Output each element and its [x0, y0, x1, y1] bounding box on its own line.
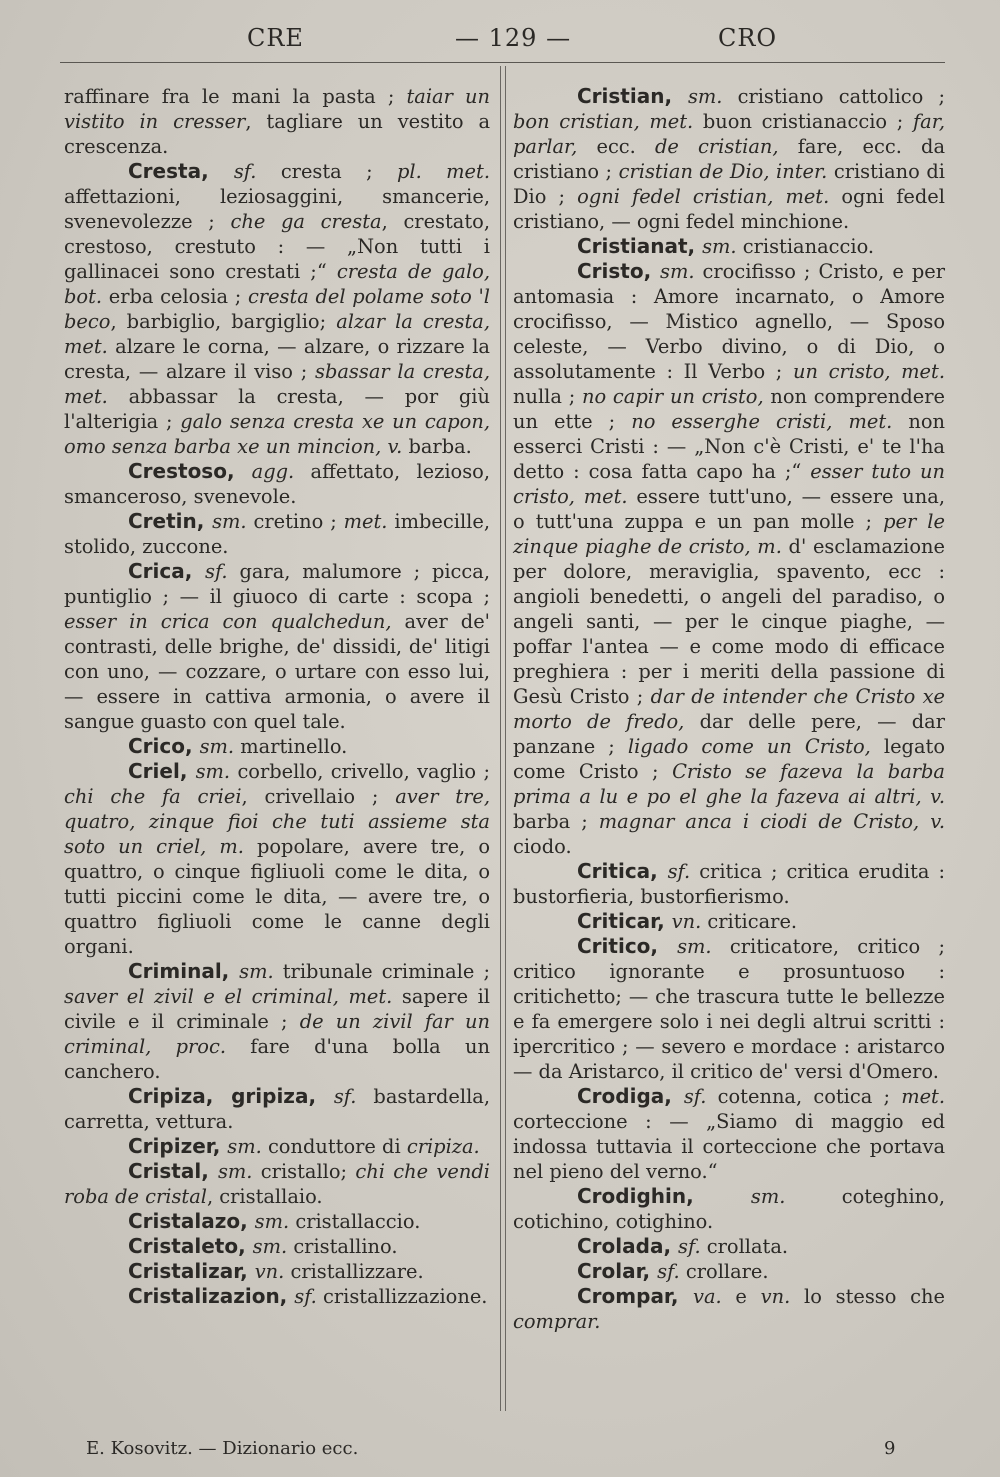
entry-italic-text: no capir un cristo,: [581, 385, 764, 408]
entry-headword: Crica,: [128, 559, 205, 583]
entry-text: martinello.: [234, 735, 348, 758]
entry-italic-text: sm.: [254, 1210, 290, 1233]
dictionary-entry: [513, 234, 945, 259]
entry-italic-text: taiar un vistito in cresser: [64, 85, 491, 133]
entry-italic-text: sm.: [677, 935, 712, 958]
entry-italic-text: cresta del polame soto 'l beco: [64, 285, 490, 333]
entry-italic-text: sm.: [252, 1235, 288, 1258]
entry-text: crollare.: [679, 1260, 769, 1283]
dictionary-entry: [64, 734, 490, 759]
entry-italic-text: vn.: [671, 910, 702, 933]
entry-text: criticatore, critico ; critico ignorante e prosuntuoso : critichetto; — che trascura tutte le bellezze e fa emergere solo i nei degli altrui scritti : ipercritico ; — severo e mordace : aristarco — da Aristarco, il critico de' versi d'Omero.: [513, 935, 945, 1083]
entry-italic-text: sf.: [678, 1235, 701, 1258]
entry-italic-text: magnar anca i ciodi de Cristo, v.: [598, 810, 946, 833]
running-head-left: CRE: [247, 24, 304, 52]
entry-italic-text: sm.: [212, 510, 247, 533]
entry-headword: Criel,: [128, 759, 196, 783]
entry-italic-text: alzar la cresta, met.: [64, 310, 490, 358]
entry-italic-text: far, parlar,: [513, 110, 945, 158]
entry-headword: Cripiza, gripiza,: [128, 1084, 334, 1108]
entry-italic-text: bon cristian, met.: [513, 110, 694, 133]
entry-italic-text: ligado come un Cristo,: [627, 735, 871, 758]
entry-italic-text: met.: [901, 1085, 946, 1108]
entry-italic-text: cristian de Dio, inter.: [618, 160, 828, 183]
header-rule: [60, 62, 945, 63]
entry-text: , crestato, crestoso, crestuto : — „Non tutti i gallinacei sono crestati ;“: [64, 210, 490, 283]
entry-italic-text: sf.: [683, 1085, 707, 1108]
entry-text: nulla ;: [513, 385, 582, 408]
entry-italic-text: sf.: [294, 1285, 317, 1308]
entry-text: critica ; critica erudita : bustorfieria, bustorfierismo.: [513, 860, 945, 908]
entry-text: affettazioni, leziosaggini, smancerie, svenevolezze ;: [64, 185, 490, 233]
entry-italic-text: comprar.: [513, 1310, 601, 1333]
entry-italic-text: sm.: [687, 85, 723, 108]
entry-italic-text: che ga cresta: [230, 210, 382, 233]
entry-text: bastardella, carretta, vettura.: [64, 1085, 490, 1133]
dictionary-entry: [513, 1284, 945, 1334]
footer-signature: E. Kosovitz. — Dizionario ecc.: [86, 1438, 359, 1459]
entry-italic-text: per le zinque piaghe de cristo, m.: [513, 510, 945, 558]
page-number: — 129 —: [455, 24, 572, 52]
entry-italic-text: galo senza cresta xe un capon, omo senza barba xe un mincion, v.: [64, 410, 490, 458]
dictionary-entry: [64, 159, 490, 459]
entry-text: tribunale criminale ;: [273, 960, 491, 983]
entry-italic-text: sf.: [233, 160, 257, 183]
entry-text: legato come Cristo ;: [513, 735, 945, 783]
entry-italic-text: esser in crica con qualchedun,: [64, 610, 392, 633]
column-divider: [505, 66, 506, 1411]
entry-headword: Crodighin,: [577, 1184, 751, 1208]
entry-text: cresta ;: [256, 160, 398, 183]
entry-headword: Criminal,: [128, 959, 240, 983]
entry-italic-text: de un zivil far un criminal, proc.: [64, 1010, 491, 1058]
dictionary-entry: [513, 1084, 945, 1184]
dictionary-entry: [513, 1184, 945, 1234]
entry-text: cristallizzazione.: [316, 1285, 488, 1308]
entry-italic-text: ogni fedel cristian, met.: [577, 185, 830, 208]
entry-italic-text: no esserghe cristi, met.: [631, 410, 893, 433]
footer-sheet-number: 9: [884, 1438, 896, 1459]
entry-text: gara, malumore ; picca, puntiglio ; — il giuoco di carte : scopa ;: [64, 560, 491, 608]
entry-italic-text: saver el zivil e el criminal, met.: [64, 985, 393, 1008]
entry-text: raffinare fra le mani la pasta ;: [64, 85, 407, 108]
entry-italic-text: Cristo se fazeva la barba prima a lu e po el ghe la fazeva ai altri, v.: [513, 760, 945, 808]
entry-text: popolare, avere tre, o quattro, o cinque figliuoli come le dita, o tutti piccini come le dita, — avere tre, o quattro figliuoli come le canne degli organi.: [64, 835, 490, 958]
entry-text: cristiano di Dio ;: [513, 160, 945, 208]
entry-text: ecc.: [577, 135, 655, 158]
entry-headword: Cretin,: [128, 509, 213, 533]
dictionary-entry: [64, 1159, 490, 1209]
entry-text: abbassar la cresta, — por giù l'alterigia ;: [64, 385, 490, 433]
entry-italic-text: sf.: [657, 1260, 680, 1283]
entry-text: buon cristianaccio ;: [693, 110, 913, 133]
entry-text: ogni fedel cristiano, — ogni fedel minchione.: [513, 185, 945, 233]
entry-text: corteccione : — „Siamo di maggio ed indossa tuttavia il corteccione che portava nel pieno del verno.“: [513, 1110, 945, 1183]
entry-text: criticare.: [701, 910, 798, 933]
entry-text: barba.: [402, 435, 472, 458]
dictionary-entry: [64, 1209, 490, 1234]
entry-italic-text: esser tuto un cristo, met.: [513, 460, 945, 508]
right-column: [513, 84, 945, 1334]
dictionary-entry: [513, 84, 945, 234]
entry-headword: Cresta,: [128, 159, 234, 183]
entry-text: cristallino.: [287, 1235, 398, 1258]
entry-text: corbello, crivello, vaglio ;: [230, 760, 490, 783]
entry-text: barba ;: [513, 810, 599, 833]
entry-italic-text: sf.: [333, 1085, 357, 1108]
entry-text: crocifisso ; Cristo, e per antomasia : Amore incarnato, o Amore crocifisso, — Mistico agnello, — Sposo celeste, — Verbo divino, o di Dio, o assolutamente : Il Verbo ;: [513, 260, 945, 383]
dictionary-entry: [64, 759, 490, 959]
entry-italic-text: sbassar la cresta, met.: [64, 360, 490, 408]
entry-italic-text: cripiza.: [406, 1135, 480, 1158]
entry-text: cristallo;: [252, 1160, 356, 1183]
entry-text: affettato, lezioso, smanceroso, svenevole.: [64, 460, 490, 508]
entry-italic-text: agg.: [251, 460, 295, 483]
entry-headword: Critico,: [577, 934, 678, 958]
entry-headword: Criticar,: [577, 909, 672, 933]
entry-italic-text: sf.: [667, 860, 691, 883]
entry-text: ciodo.: [513, 835, 572, 858]
entry-text: cristallaccio.: [289, 1210, 421, 1233]
dictionary-entry: [513, 859, 945, 909]
entry-italic-text: de cristian,: [655, 135, 779, 158]
entry-italic-text: sm.: [750, 1185, 786, 1208]
entry-headword: Cristalazo,: [128, 1209, 255, 1233]
entry-text: , crivellaio ;: [241, 785, 396, 808]
entry-headword: Crodiga,: [577, 1084, 684, 1108]
dictionary-entry: [64, 1234, 490, 1259]
entry-italic-text: pl. met.: [397, 160, 490, 183]
entry-italic-text: va.: [693, 1285, 722, 1308]
entry-headword: Cristaleto,: [128, 1234, 253, 1258]
dictionary-entry: [64, 559, 490, 734]
entry-text: fare d'una bolla un canchero.: [64, 1035, 490, 1083]
entry-italic-text: vn.: [254, 1260, 285, 1283]
entry-italic-text: dar de intender che Cristo xe morto de fredo,: [513, 685, 945, 733]
dictionary-entry: [513, 259, 945, 859]
entry-italic-text: sm.: [195, 760, 231, 783]
entry-text: e: [721, 1285, 761, 1308]
left-column: [64, 84, 490, 1309]
entry-italic-text: sm.: [702, 235, 737, 258]
entry-italic-text: sm.: [227, 1135, 262, 1158]
dictionary-entry: [64, 1259, 490, 1284]
entry-text: non esserci Cristi : — „Non c'è Cristi, e' te l'ha detto : cosa fatta capo ha ;“: [513, 410, 945, 483]
entry-text: fare, ecc. da cristiano ;: [513, 135, 946, 183]
entry-text: alzare le corna, — alzare, o rizzare la cresta, — alzare il viso ;: [64, 335, 490, 383]
running-head-right: CRO: [718, 24, 778, 52]
entry-italic-text: chi che vendi roba de cristal: [64, 1160, 490, 1208]
entry-headword: Crompar,: [577, 1284, 693, 1308]
dictionary-entry: [513, 934, 945, 1084]
entry-text: cristallizzare.: [284, 1260, 424, 1283]
entry-text: crollata.: [700, 1235, 789, 1258]
dictionary-entry: [64, 959, 490, 1084]
entry-text: coteghino, cotichino, cotighino.: [513, 1185, 945, 1233]
entry-headword: Crolada,: [577, 1234, 679, 1258]
entry-headword: Cristo,: [577, 259, 661, 283]
dictionary-entry: [64, 84, 490, 159]
entry-italic-text: aver tre, quatro, zinque fioi che tuti assieme sta soto un criel, m.: [64, 785, 490, 858]
entry-text: , barbiglio, bargiglio;: [110, 310, 337, 333]
column-divider: [500, 66, 501, 1411]
dictionary-entry: [64, 1084, 490, 1134]
entry-text: sapere il civile e il criminale ;: [64, 985, 491, 1033]
entry-italic-text: cresta de galo, bot.: [64, 260, 490, 308]
entry-headword: Cristalizar,: [128, 1259, 255, 1283]
entry-text: erba celosia ;: [102, 285, 248, 308]
entry-headword: Cristalizazion,: [128, 1284, 295, 1308]
entry-text: , tagliare un vestito a crescenza.: [64, 110, 491, 158]
entry-text: cretino ;: [246, 510, 344, 533]
entry-text: imbecille, stolido, zuccone.: [64, 510, 490, 558]
entry-headword: Cristal,: [128, 1159, 218, 1183]
entry-text: essere tutt'uno, — essere una, o tutt'una zuppa e un pan molle ;: [513, 485, 945, 533]
entry-text: lo stesso che: [790, 1285, 945, 1308]
entry-italic-text: chi che fa criei: [64, 785, 242, 808]
entry-italic-text: sf.: [205, 560, 228, 583]
dictionary-entry: [64, 509, 490, 559]
entry-headword: Critica,: [577, 859, 668, 883]
dictionary-entry: [513, 909, 945, 934]
entry-text: conduttore di: [261, 1135, 407, 1158]
entry-text: non comprendere un ette ;: [513, 385, 945, 433]
entry-headword: Cristian,: [577, 84, 688, 108]
entry-italic-text: un cristo, met.: [793, 360, 945, 383]
dictionary-entry: [513, 1234, 945, 1259]
dictionary-entry: [513, 1259, 945, 1284]
entry-text: cristianaccio.: [736, 235, 875, 258]
entry-headword: Cripizer,: [128, 1134, 228, 1158]
dictionary-entry: [64, 1134, 490, 1159]
dictionary-entry: [64, 1284, 490, 1309]
dictionary-entry: [64, 459, 490, 509]
entry-text: dar delle pere, — dar panzane ;: [513, 710, 945, 758]
entry-italic-text: sm.: [660, 260, 695, 283]
entry-text: , cristallaio.: [206, 1185, 323, 1208]
entry-italic-text: sm.: [239, 960, 274, 983]
entry-headword: Crestoso,: [128, 459, 252, 483]
entry-headword: Cristianat,: [577, 234, 703, 258]
entry-italic-text: vn.: [760, 1285, 791, 1308]
entry-headword: Crico,: [128, 734, 200, 758]
entry-headword: Crolar,: [577, 1259, 658, 1283]
entry-text: aver de' contrasti, delle brighe, de' dissidi, de' litigi con uno, — cozzare, o urtare con esso lui, — essere in cattiva armonia, o avere il sangue guasto con quel tale.: [64, 610, 491, 733]
entry-text: cotenna, cotica ;: [706, 1085, 902, 1108]
entry-italic-text: met.: [343, 510, 388, 533]
entry-text: d' esclamazione per dolore, meraviglia, spavento, ecc : angioli benedetti, o angeli del paradiso, o angeli santi, — per le cinque piaghe, — poffar l'antea — e come modo di efficace preghiera : per i meriti della passione di Gesù Cristo ;: [513, 535, 946, 708]
entry-italic-text: sm.: [199, 735, 235, 758]
entry-text: cristiano cattolico ;: [722, 85, 945, 108]
entry-italic-text: sm.: [217, 1160, 253, 1183]
